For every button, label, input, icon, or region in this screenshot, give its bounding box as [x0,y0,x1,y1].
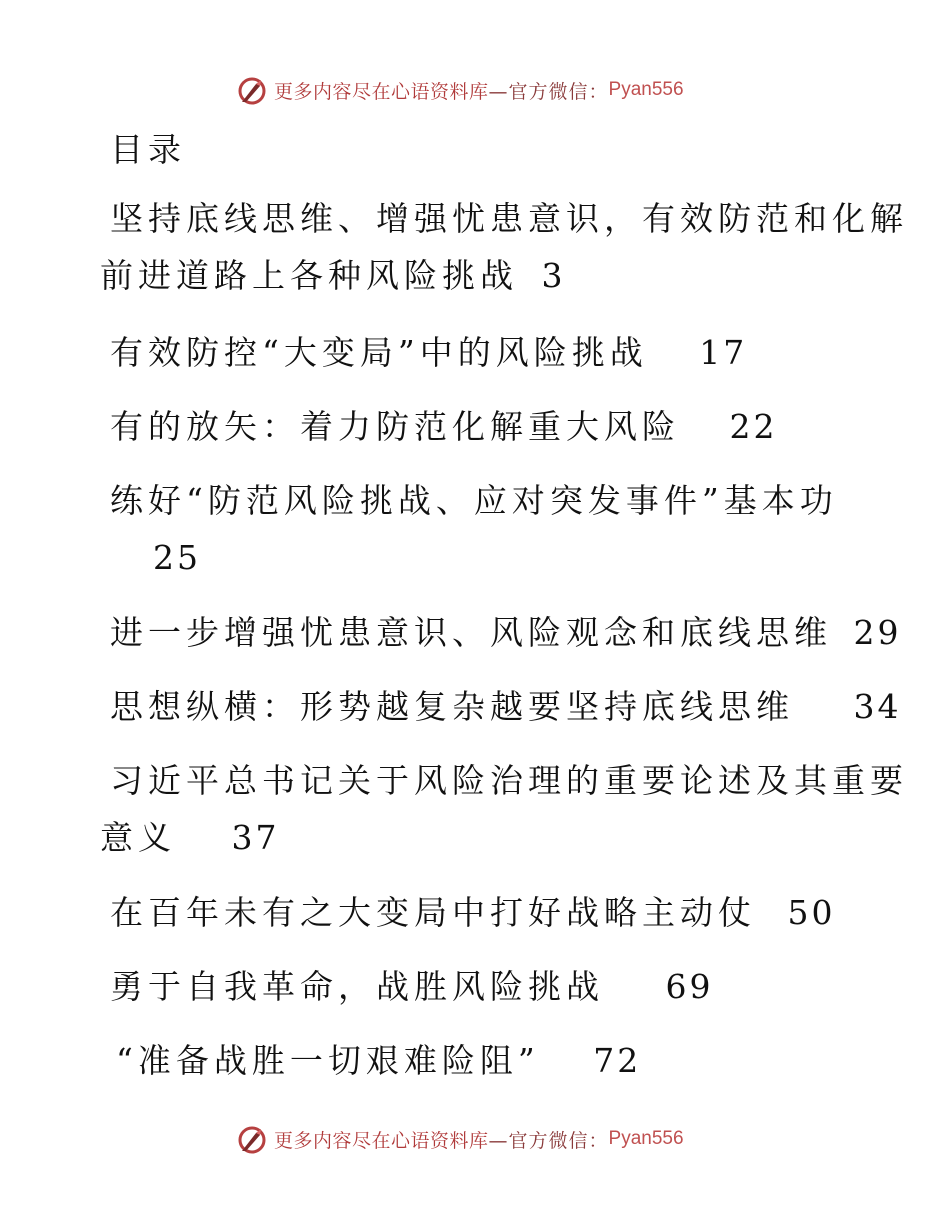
toc-entry [110,678,902,735]
pen-in-circle-icon [236,1123,268,1155]
toc-entry-title: 有的放矢：着力防范化解重大风险 [110,407,680,446]
toc-entry [110,604,902,661]
toc-entry-title: 进一步增强忧患意识、风险观念和底线思维 [110,613,832,652]
toc-entry-page: 3 [541,256,566,295]
toc-entry-page: 69 [665,967,714,1006]
toc-entry-title: “准备战胜一切艰难险阻” [116,1041,540,1080]
watermark-wechat-id: Pyan556 [608,1128,684,1149]
toc-entry-title-cont: 前进道路上各种风险挑战 [100,256,518,295]
toc-entry [116,1032,856,1089]
toc-entry-title: 勇于自我革命，战胜风险挑战 [110,967,604,1006]
toc-entry [110,398,850,455]
toc-entry-page: 25 [153,538,201,577]
toc-entry-page: 72 [593,1041,642,1080]
toc-entry-title: 有效防控“大变局”中的风险挑战 [110,333,648,372]
toc-entry-title: 思想纵横：形势越复杂越要坚持底线思维 [110,687,794,726]
toc-title: 目录 [110,130,186,169]
toc-entry [110,884,850,941]
toc-entry-page: 29 [853,613,902,652]
toc-entry-page: 34 [853,687,902,726]
toc-entry [110,958,850,1015]
watermark-separator: —官方微信： [488,80,609,103]
toc-entry-page: 37 [231,818,280,857]
toc-entry-page: 17 [699,333,748,372]
toc-entry-page: 50 [787,893,836,932]
watermark-wechat-id: Pyan556 [608,79,684,100]
pen-in-circle-icon [236,74,268,106]
toc-entry-title: 练好“防范风险挑战、应对突发事件”基本功 [110,481,838,520]
toc-entry-title: 习近平总书记关于风险治理的重要论述及其重要 [110,761,908,800]
header-watermark [236,73,684,107]
watermark-text: 更多内容尽在心语资料库 [274,80,489,103]
toc-entry [110,472,850,586]
toc-entry-page: 22 [729,407,778,446]
toc-entry [110,324,850,381]
toc-entry [100,190,908,304]
toc-entry-title: 在百年未有之大变局中打好战略主动仗 [110,893,756,932]
watermark-separator: —官方微信： [488,1129,609,1152]
toc-entry-title: 坚持底线思维、增强忧患意识，有效防范和化解 [110,199,908,238]
watermark-text: 更多内容尽在心语资料库 [274,1129,489,1152]
toc-entry-title-cont: 意义 [100,818,176,857]
toc-entry [100,752,908,866]
footer-watermark [236,1122,684,1156]
